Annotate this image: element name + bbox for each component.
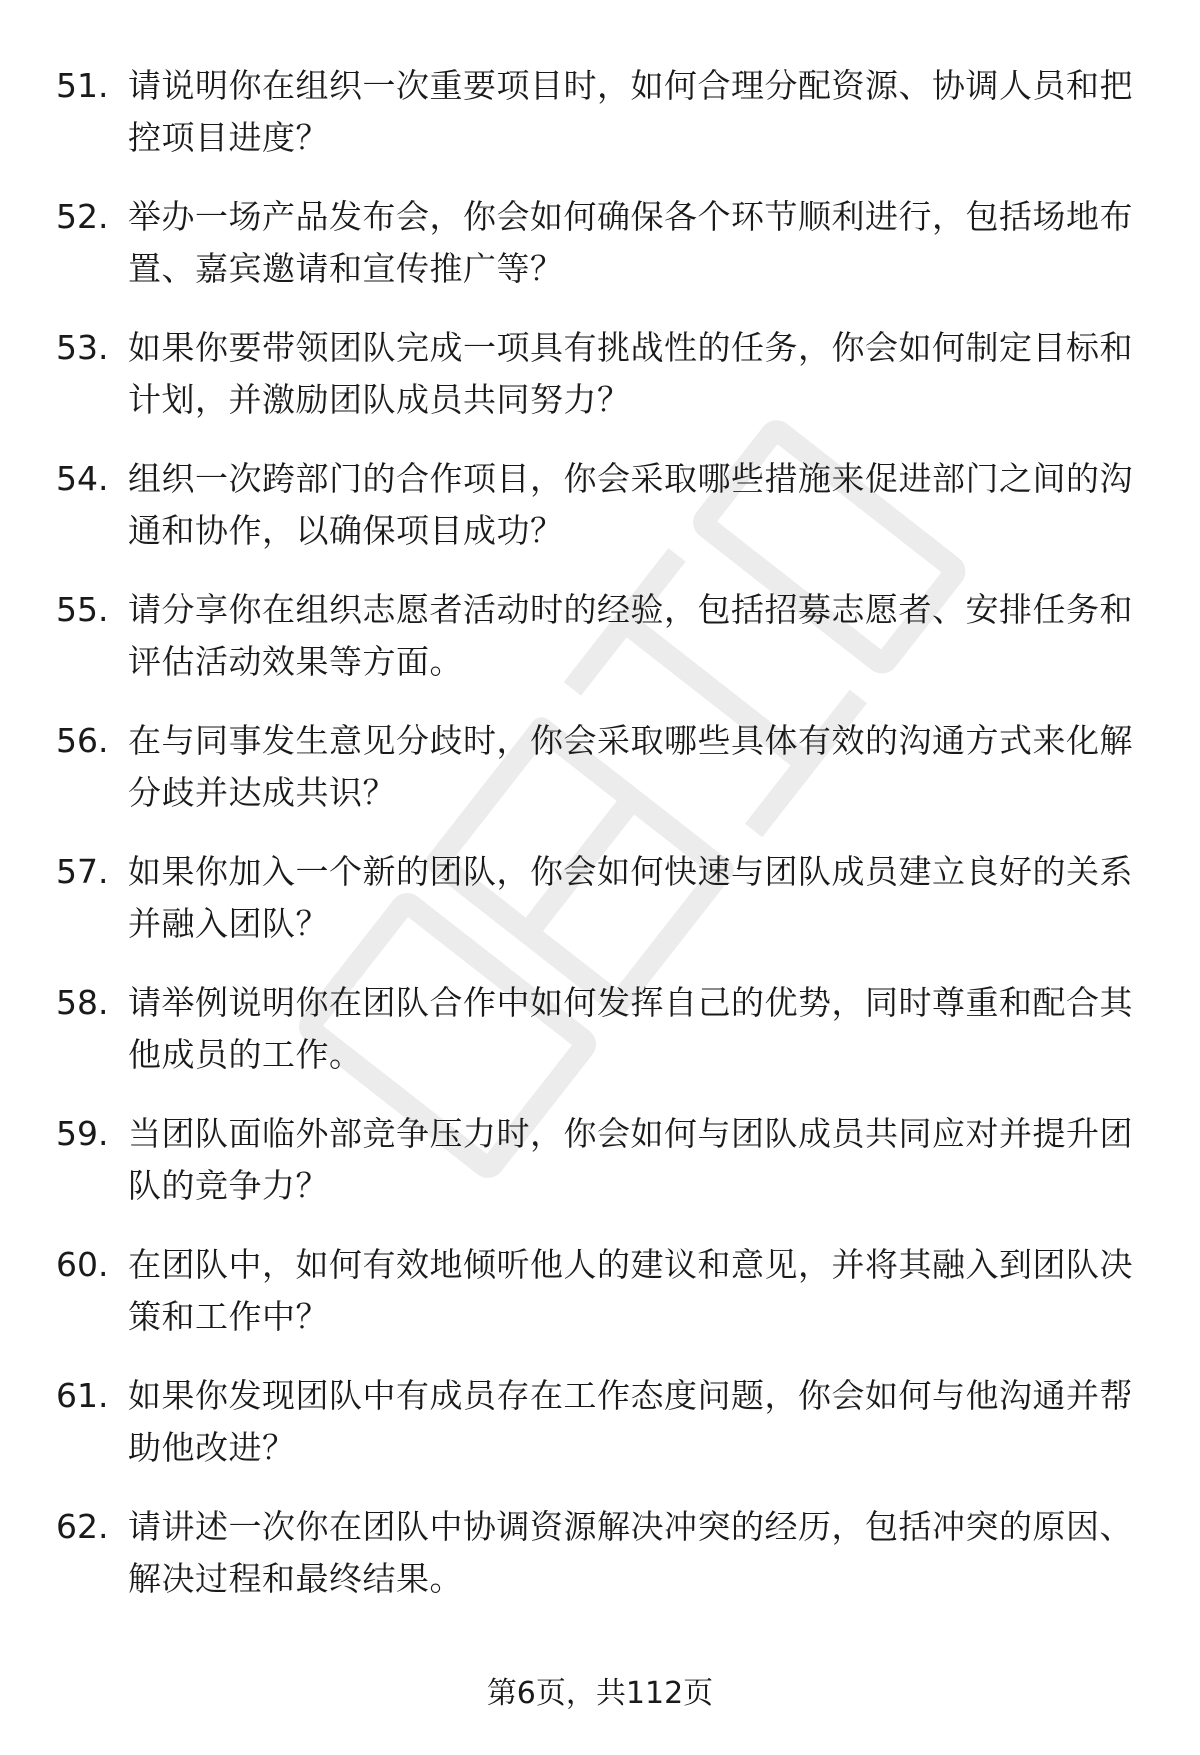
question-number: 60.: [56, 1245, 109, 1284]
question-text: 当团队面临外部竞争压力时，你会如何与团队成员共同应对并提升团队的竞争力？: [128, 1114, 1133, 1205]
question-item: [0, 1108, 1200, 1239]
question-text: 如果你要带领团队完成一项具有挑战性的任务，你会如何制定目标和计划，并激励团队成员共同努力？: [128, 328, 1133, 419]
question-item: [0, 846, 1200, 977]
question-number: 61.: [56, 1376, 109, 1415]
question-item: [0, 191, 1200, 322]
question-text: 请说明你在组织一次重要项目时，如何合理分配资源、协调人员和把控项目进度？: [128, 66, 1133, 157]
question-text: 在团队中，如何有效地倾听他人的建议和意见，并将其融入到团队决策和工作中？: [128, 1245, 1133, 1336]
question-text: 请举例说明你在团队合作中如何发挥自己的优势，同时尊重和配合其他成员的工作。: [128, 983, 1133, 1074]
question-number: 59.: [56, 1114, 109, 1153]
question-item: [0, 1239, 1200, 1370]
question-text: 请分享你在组织志愿者活动时的经验，包括招募志愿者、安排任务和评估活动效果等方面。: [128, 590, 1133, 681]
question-item: [0, 1370, 1200, 1501]
question-number: 55.: [56, 590, 109, 629]
question-item: [0, 584, 1200, 715]
question-text: 如果你发现团队中有成员存在工作态度问题，你会如何与他沟通并帮助他改进？: [128, 1376, 1133, 1467]
question-number: 58.: [56, 983, 109, 1022]
question-number: 54.: [56, 459, 109, 498]
question-text: 如果你加入一个新的团队，你会如何快速与团队成员建立良好的关系并融入团队？: [128, 852, 1133, 943]
question-number: 57.: [56, 852, 109, 891]
page-footer: 第6页，共112页: [486, 1676, 714, 1711]
question-item: [0, 1501, 1200, 1632]
question-item: [0, 715, 1200, 846]
question-text: 举办一场产品发布会，你会如何确保各个环节顺利进行，包括场地布置、嘉宾邀请和宣传推广等？: [128, 197, 1133, 288]
question-item: [0, 977, 1200, 1108]
question-item: [0, 453, 1200, 584]
question-number: 56.: [56, 721, 109, 760]
question-number: 53.: [56, 328, 109, 367]
question-item: [0, 322, 1200, 453]
question-text: 在与同事发生意见分歧时，你会采取哪些具体有效的沟通方式来化解分歧并达成共识？: [128, 721, 1133, 812]
question-number: 62.: [56, 1507, 109, 1546]
question-text: 请讲述一次你在团队中协调资源解决冲突的经历，包括冲突的原因、解决过程和最终结果。: [128, 1507, 1133, 1598]
question-number: 51.: [56, 66, 109, 105]
question-text: 组织一次跨部门的合作项目，你会采取哪些措施来促进部门之间的沟通和协作，以确保项目成功？: [128, 459, 1133, 550]
question-number: 52.: [56, 197, 109, 236]
question-list: [0, 60, 1200, 1632]
question-item: [0, 60, 1200, 191]
